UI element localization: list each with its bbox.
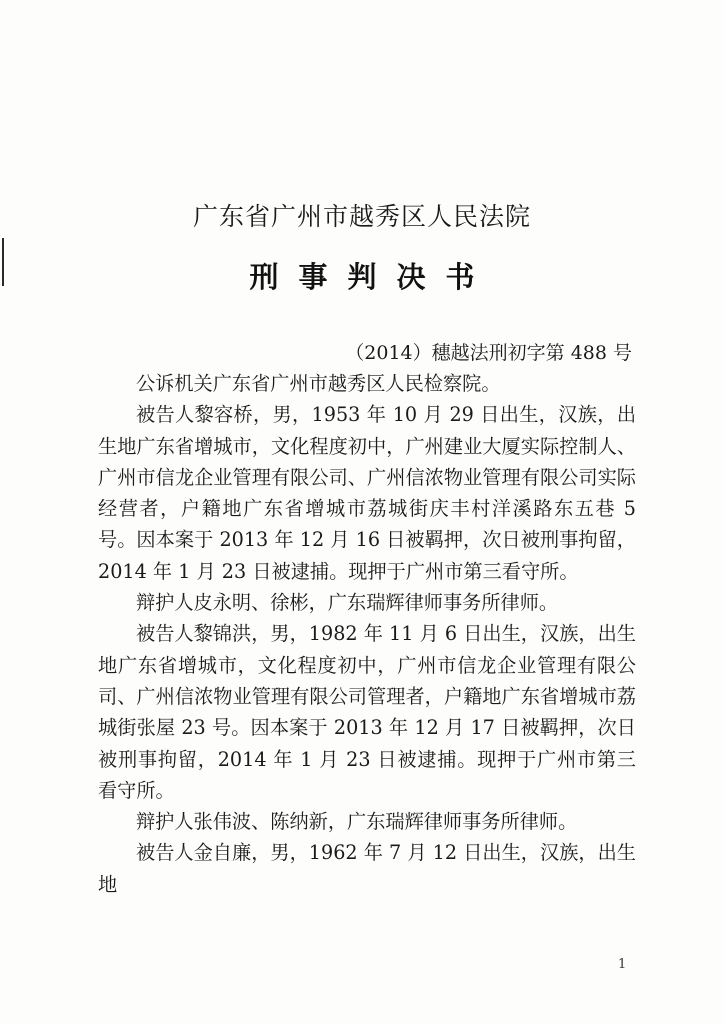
defendant-1-paragraph: 被告人黎容桥，男，1953 年 10 月 29 日出生，汉族，出生地广东省增城市，文化程度初中，广州建业大厦实际控制人、广州市信龙企业管理有限公司、广州信浓物业管理有限公司实际经营者，户籍地广东省增城市荔城街庆丰村洋溪路东五巷 5 号。因本案于 2013 年 12 月 16 日被羁押，次日被刑事拘留，2014 年 1 月 23 日被逮捕。现押于广州市第三看守所。	[98, 403, 637, 583]
case-number: （2014）穗越法刑初字第 488 号	[345, 342, 632, 364]
defense-counsel-2-paragraph: 辩护人张伟波、陈纳新，广东瑞辉律师事务所律师。	[136, 810, 578, 834]
page-number: 1	[618, 957, 627, 972]
document-title: 刑事判决书	[249, 260, 495, 294]
court-name: 广东省广州市越秀区人民法院	[192, 202, 531, 231]
defendant-2-paragraph: 被告人黎锦洪，男，1982 年 11 月 6 日出生，汉族，出生地广东省增城市，文化程度初中，广州市信龙企业管理有限公司、广州信浓物业管理有限公司管理者，户籍地广东省增城市荔城街张屋 23 号。因本案于 2013 年 12 月 17 日被羁押，次日被刑事拘留，2014 年 1 月 23 日被逮捕。现押于广州市第三看守所。	[98, 622, 636, 802]
prosecutor-paragraph: 公诉机关广东省广州市越秀区人民检察院。	[136, 372, 501, 395]
document-body	[98, 368, 636, 900]
defendant-3-paragraph: 被告人金自廉，男，1962 年 7 月 12 日出生，汉族，出生地	[98, 841, 636, 896]
defense-counsel-1-paragraph: 辩护人皮永明、徐彬，广东瑞辉律师事务所律师。	[136, 591, 559, 615]
